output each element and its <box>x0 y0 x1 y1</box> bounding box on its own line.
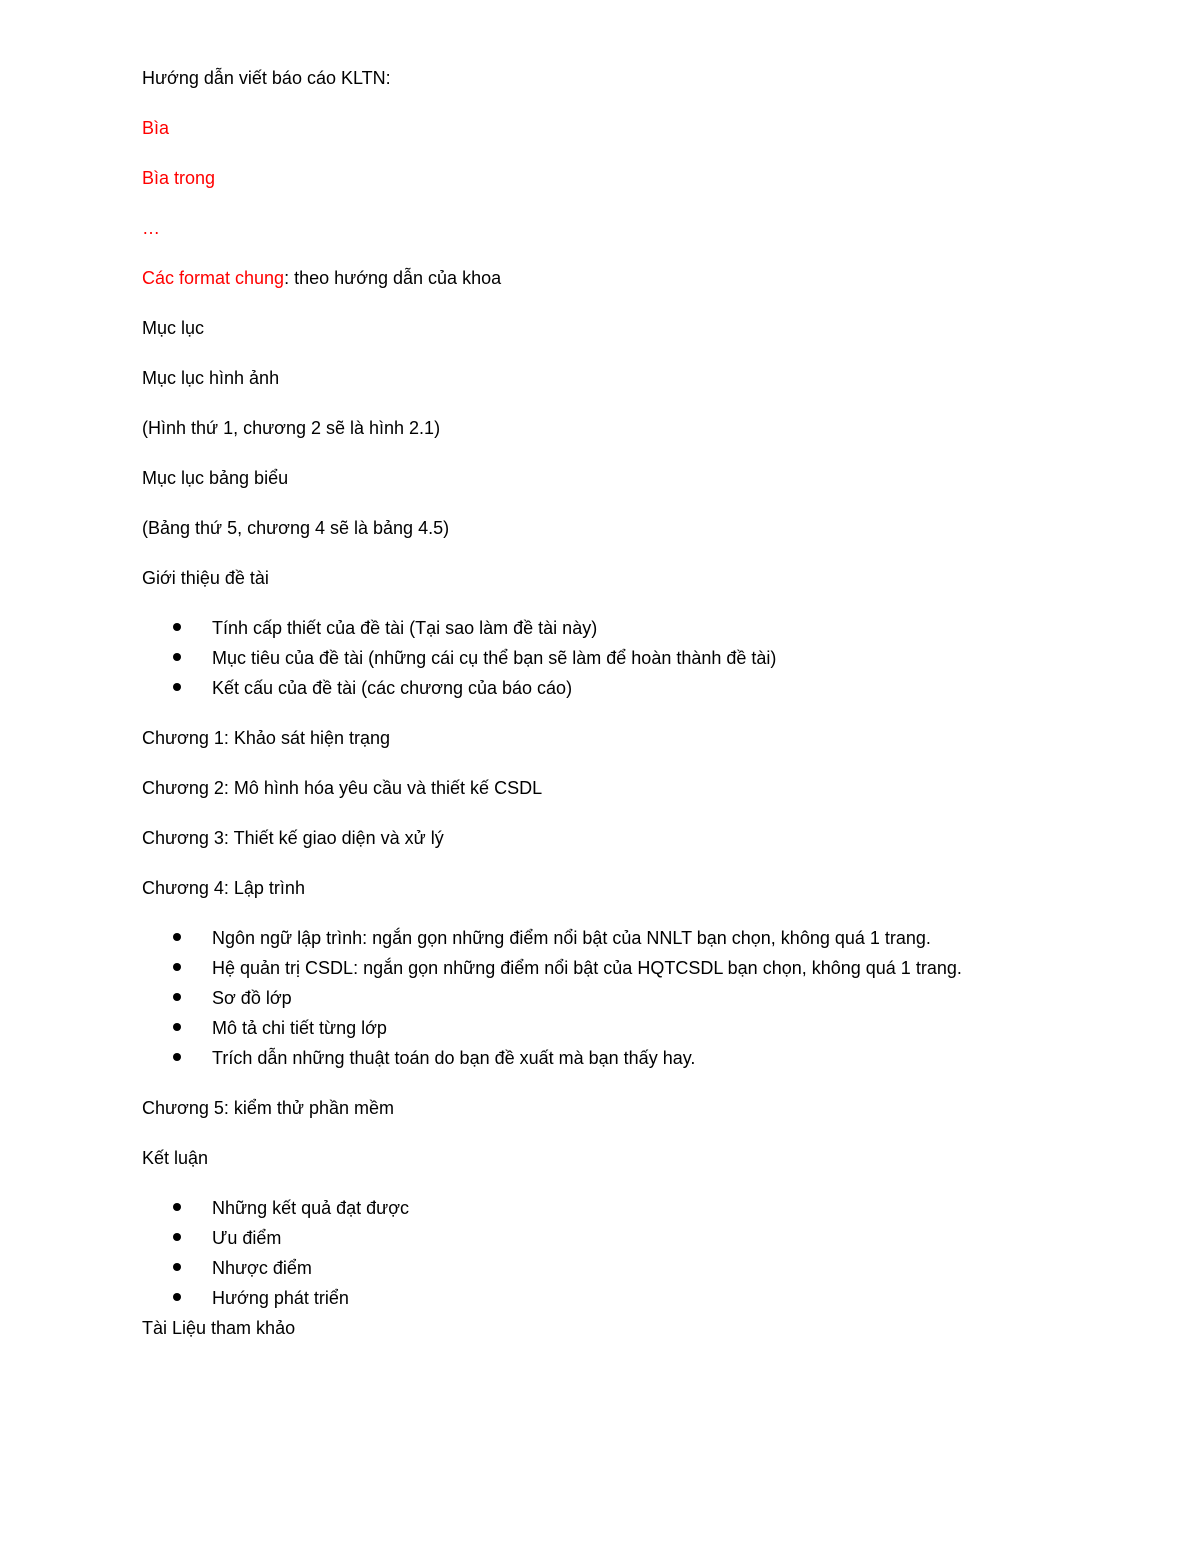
bullet-icon <box>173 1023 181 1031</box>
bullet-icon <box>173 1203 181 1211</box>
chapter-1-heading: Chương 1: Khảo sát hiện trạng <box>142 728 391 748</box>
bullet-icon <box>173 1293 181 1301</box>
bullet-icon <box>173 1233 181 1241</box>
list-item-text: Ngôn ngữ lập trình: ngắn gọn những điểm nổi bật của NNLT bạn chọn, không quá 1 trang. <box>212 928 931 948</box>
list-item-text: Tính cấp thiết của đề tài (Tại sao làm đề tài này) <box>212 618 598 638</box>
bullet-icon <box>173 993 181 1001</box>
list-item-text: Hệ quản trị CSDL: ngắn gọn những điểm nổi bật của HQTCSDL bạn chọn, không quá 1 trang. <box>212 958 962 978</box>
table-list-heading: Mục lục bảng biểu <box>142 468 289 488</box>
chapter-5-heading: Chương 5: kiểm thử phần mềm <box>142 1098 395 1118</box>
intro-heading: Giới thiệu đề tài <box>142 568 269 588</box>
inner-cover-heading: Bìa trong <box>142 168 216 188</box>
references-heading: Tài Liệu tham khảo <box>142 1318 296 1338</box>
chapter-2-heading: Chương 2: Mô hình hóa yêu cầu và thiết kế CSDL <box>142 778 543 798</box>
list-item-text: Trích dẫn những thuật toán do bạn đề xuất mà bạn thấy hay. <box>212 1048 696 1068</box>
list-item-text: Mô tả chi tiết từng lớp <box>212 1018 387 1038</box>
general-format-colon: : <box>284 268 290 288</box>
list-item-text: Mục tiêu của đề tài (những cái cụ thể bạn sẽ làm để hoàn thành đề tài) <box>212 648 777 668</box>
general-format-text: theo hướng dẫn của khoa <box>289 268 502 288</box>
figure-note: (Hình thứ 1, chương 2 sẽ là hình 2.1) <box>142 418 441 438</box>
list-item-text: Nhược điểm <box>212 1258 312 1278</box>
list-item-text: Hướng phát triển <box>212 1288 349 1308</box>
bullet-icon <box>173 653 181 661</box>
figure-list-heading: Mục lục hình ảnh <box>142 368 280 388</box>
bullet-icon <box>173 1053 181 1061</box>
bullet-icon <box>173 933 181 941</box>
bullet-icon <box>173 623 181 631</box>
conclusion-heading: Kết luận <box>142 1148 209 1168</box>
toc-heading: Mục lục <box>142 318 205 338</box>
bullet-icon <box>173 1263 181 1271</box>
chapter-4-heading: Chương 4: Lập trình <box>142 878 305 898</box>
list-item-text: Kết cấu của đề tài (các chương của báo cáo) <box>212 678 573 698</box>
chapter-3-heading: Chương 3: Thiết kế giao diện và xử lý <box>142 828 444 848</box>
list-item-text: Sơ đồ lớp <box>212 988 292 1008</box>
cover-heading: Bìa <box>142 118 170 138</box>
table-note: (Bảng thứ 5, chương 4 sẽ là bảng 4.5) <box>142 518 450 538</box>
general-format-line <box>142 266 501 290</box>
document-title: Hướng dẫn viết báo cáo KLTN: <box>142 68 391 88</box>
list-item-text: Ưu điểm <box>212 1228 282 1248</box>
list-item-text: Những kết quả đạt được <box>212 1198 410 1218</box>
general-format-label: Các format chung <box>142 268 285 288</box>
ellipsis-marker: … <box>142 218 160 238</box>
bullet-icon <box>173 963 181 971</box>
bullet-icon <box>173 683 181 691</box>
